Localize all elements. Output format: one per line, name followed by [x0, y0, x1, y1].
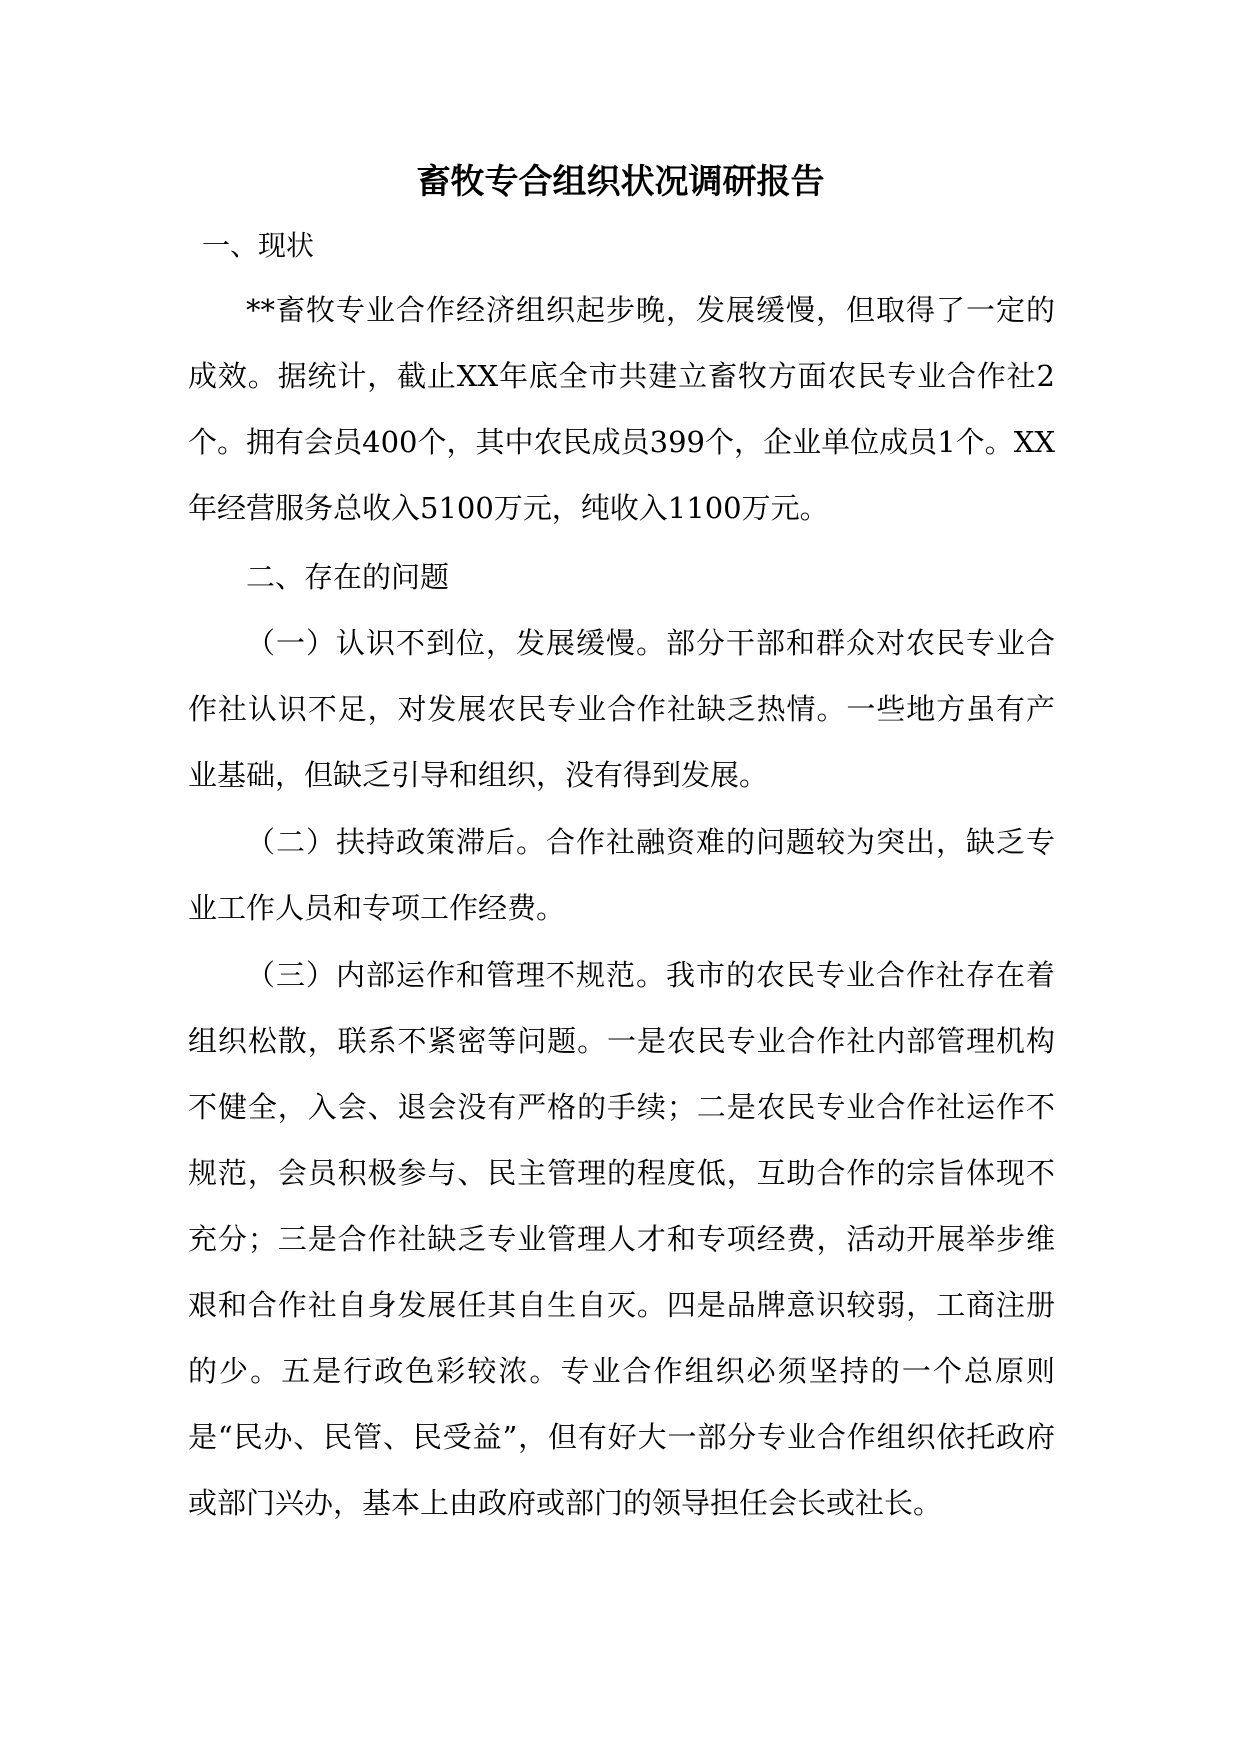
paragraph-status: **畜牧专业合作经济组织起步晚，发展缓慢，但取得了一定的成效。据统计，截止XX年底全市共建立畜牧方面农民专业合作社2个。拥有会员400个，其中农民成员399个，企业单位成员1个。XX年经营服务总收入5100万元，纯收入1100万元。	[188, 293, 1055, 525]
section-heading-problems: 二、存在的问题	[246, 560, 450, 594]
paragraph-problem-2: （二）扶持政策滞后。合作社融资难的问题较为突出，缺乏专业工作人员和专项工作经费。	[188, 825, 1055, 925]
section-heading-status: 一、现状	[202, 229, 315, 262]
paragraph-problem-3: （三）内部运作和管理不规范。我市的农民专业合作社存在着组织松散，联系不紧密等问题。一是农民专业合作社内部管理机构不健全，入会、退会没有严格的手续；二是农民专业合作社运作不规范，会员积极参与、民主管理的程度低，互助合作的宗旨体现不充分；三是合作社缺乏专业管理人才和专项经费，活动开展举步维艰和合作社自身发展任其自生自灭。四是品牌意识较弱，工商注册的少。五是行政色彩较浓。专业合作组织必须坚持的一个总原则是“民办、民管、民受益”，但有好大一部分专业合作组织依托政府或部门兴办，基本上由政府或部门的领导担任会长或社长。	[188, 958, 1055, 1520]
document-title: 畜牧专合组织状况调研报告	[416, 162, 825, 202]
paragraph-problem-1: （一）认识不到位，发展缓慢。部分干部和群众对农民专业合作社认识不足，对发展农民专业合作社缺乏热情。一些地方虽有产业基础，但缺乏引导和组织，没有得到发展。	[188, 626, 1055, 792]
